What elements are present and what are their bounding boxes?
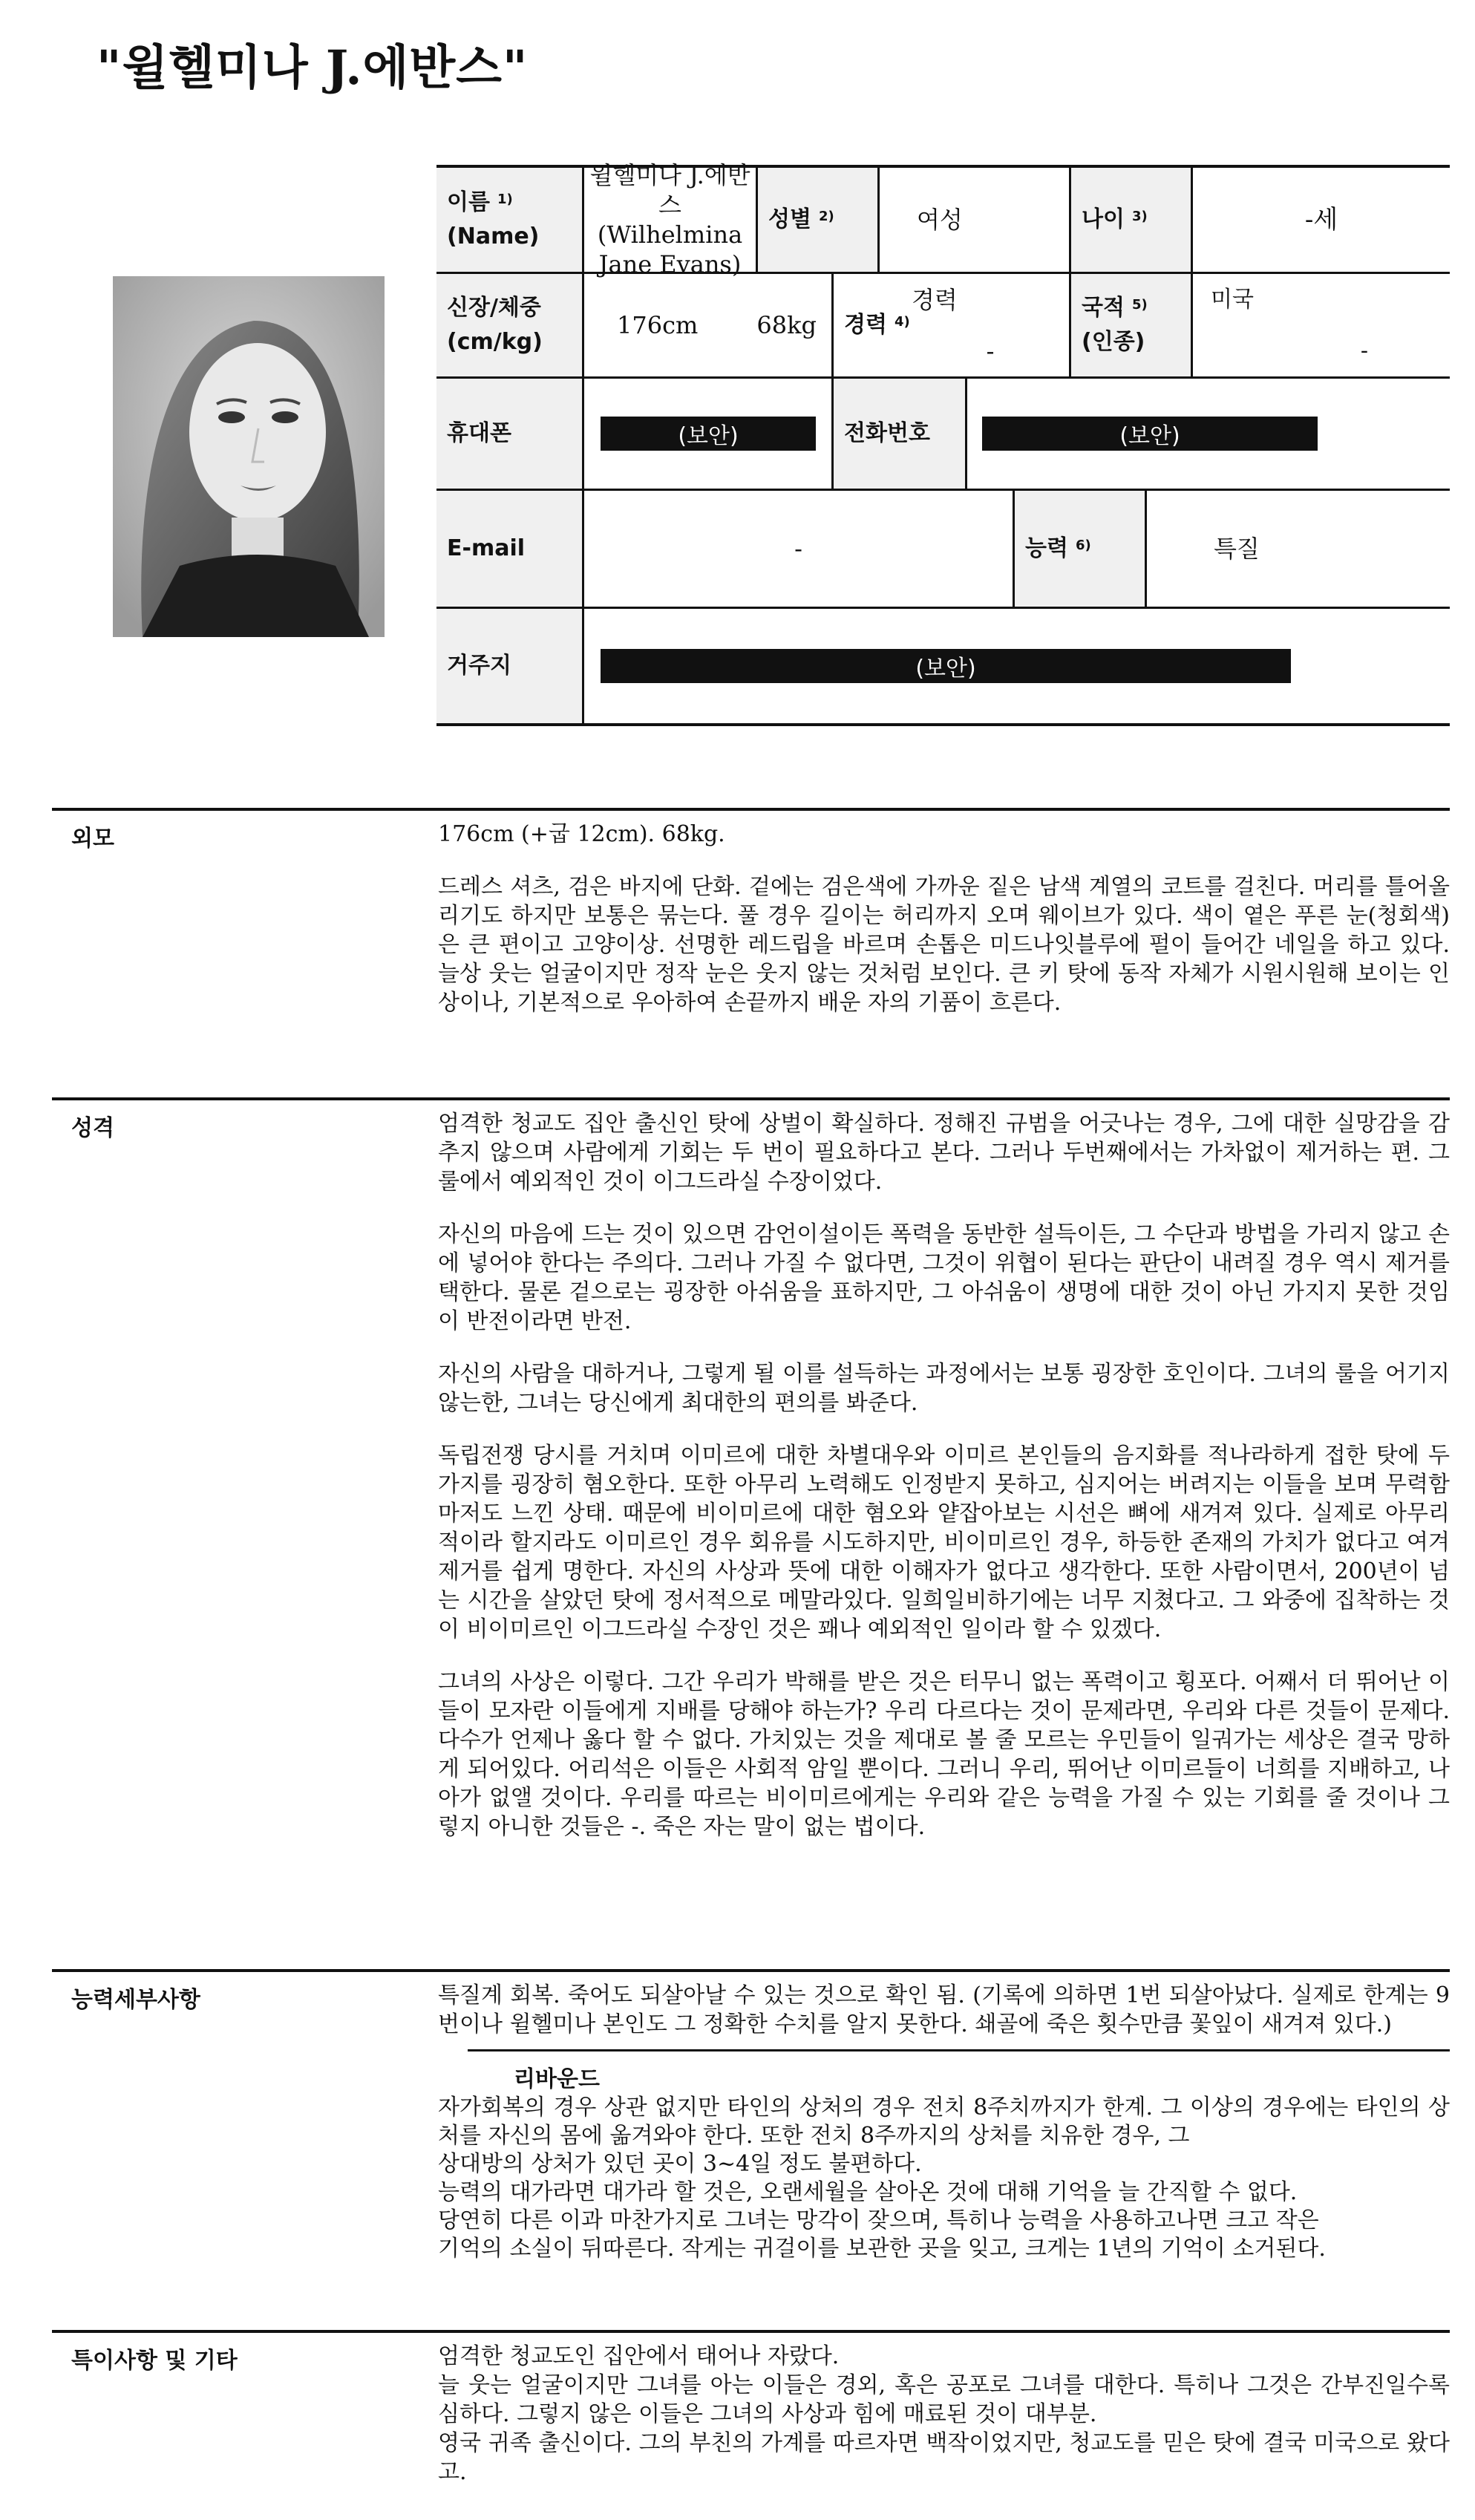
appearance-heading: 외모 [71, 826, 114, 852]
gender-label-cell [756, 168, 877, 272]
profile-table [436, 161, 1450, 726]
name-footnote: 1) [497, 192, 513, 207]
nationality-label-cell [1069, 274, 1191, 376]
appearance-paragraph: 드레스 셔츠, 검은 바지에 단화. 겉에는 검은색에 가까운 짙은 남색 계열의 코트를 걸친다. 머리를 틀어올리기도 하지만 보통은 묶는다. 풀 경우 길이는 허리까지 오며 웨이브가 있다. 색이 옅은 푸른 눈(청회색)은 큰 편이고 고양이상. 선명한 레드립을 바르며 손톱은 미드나잇블루에 펄이 들어간 네일을 하고 있다. 늘상 웃는 얼굴이지만 정작 눈은 웃지 않는 것처럼 보인다. 큰 키 탓에 동작 자체가 시원시원해 보이는 인상이나, 기본적으로 우아하여 손끝까지 배운 자의 기품이 흐른다. [438, 874, 1450, 1016]
name-label-cell [436, 168, 582, 272]
profile-row-email [436, 491, 1450, 609]
career-label: 경력 [844, 312, 887, 338]
misc-text: 엄격한 청교도인 집안에서 태어나 자랐다. 늘 웃는 얼굴이지만 그녀를 아는 이들은 경외, 혹은 공포로 그녀를 대한다. 특히나 그것은 간부진일수록 심하다. 그렇지 않은 이들은 그녀의 사상과 힘에 매료된 것이 대부분. 영국 귀족 출신이다. 그의 부친의 가계를 따르자면 백작이었지만, 청교도를 믿은 탓에 결국 미국으로 왔다고. [438, 2343, 1450, 2485]
ability-value: 특질 [1145, 491, 1450, 607]
ability-intro: 특질계 회복. 죽어도 되살아날 수 있는 것으로 확인 됨. (기록에 의하면 1번 되살아났다. 실제로 한계는 9번이나 윌헬미나 본인도 그 정확한 수치를 알지 못한다. 쇄골에 죽은 횟수만큼 꽃잎이 새겨져 있다.) [438, 1982, 1450, 2037]
nationality-value: 미국 [1211, 286, 1254, 313]
nationality-footnote: 5) [1131, 297, 1148, 313]
career-value: - [986, 336, 995, 365]
section-personality [52, 1097, 1450, 1969]
profile-row-phone [436, 379, 1450, 491]
misc-body [438, 2342, 1450, 2487]
personality-paragraph: 독립전쟁 당시를 거치며 이미르에 대한 차별대우와 이미르 본인들의 음지화를 적나라하게 접한 탓에 두 가지를 굉장히 혐오한다. 또한 아무리 노력해도 인정받지 못하고, 심지어는 버려지는 이들을 보며 무력함마저도 느낀 상태. 때문에 비이미르에 대한 혐오와 얕잡아보는 시선은 뼈에 새겨져 있다. 실제로 아무리 적이라 할지라도 이미르인 경우 회유를 시도하지만, 비이미르인 경우, 하등한 존재의 가치가 없다고 여겨 제거를 쉽게 명한다. 자신의 사상과 뜻에 대한 이해자가 없다고 생각한다. 또한 사람이면서, 200년이 넘는 시간을 살았던 탓에 정서적으로 메말라있다. 일희일비하기에는 너무 지쳤다고. 그 와중에 집착하는 것이 비이미르인 이그드라실 수장인 것은 꽤나 예외적인 일이라 할 수 있겠다. [438, 1443, 1450, 1642]
personality-body [438, 1109, 1450, 1865]
portrait-image [113, 276, 385, 637]
age-label: 나이 [1082, 206, 1125, 232]
rebound-body: 자가회복의 경우 상관 없지만 타인의 상처의 경우 전치 8주치까지가 한계. 그 이상의 경우에는 타인의 상처를 자신의 몸에 옮겨와야 한다. 또한 전치 8주까지의 상처를 치유한 경우, 그 상대방의 상처가 있던 곳이 3~4일 정도 불편하다. 능력의 대가라면 대가라 할 것은, 오랜세월을 살아온 것에 대해 기억을 늘 간직할 수 없다. 당연히 다른 이과 마찬가지로 그녀는 망각이 잦으며, 특히나 능력을 사용하고나면 크고 작은 기억의 소실이 뒤따른다. 작게는 귀걸이를 보관한 곳을 잊고, 크게는 1년의 기억이 소거된다. [438, 2095, 1450, 2262]
personality-paragraph: 자신의 마음에 드는 것이 있으면 감언이설이든 폭력을 동반한 설득이든, 그 수단과 방법을 가리지 않고 손에 넣어야 한다는 주의다. 그러나 가질 수 없다면, 그것이 위협이 된다는 판단이 내려질 경우 역시 제거를 택한다. 물론 겉으로는 굉장한 아쉬움을 표하지만, 그 아쉬움이 생명에 대한 것이 아닌 가지지 못한 것임이 반전이라면 반전. [438, 1221, 1450, 1334]
rebound-heading: 리바운드 [514, 2066, 600, 2092]
nationality-label: 국적 [1082, 295, 1125, 321]
section-misc [52, 2330, 1450, 2511]
address-redacted: (보안) [601, 649, 1291, 683]
height-value: 176cm [617, 311, 699, 339]
mobile-redacted: (보안) [601, 417, 816, 451]
gender-label: 성별 [768, 206, 811, 232]
age-footnote: 3) [1131, 209, 1148, 224]
race-value: - [1360, 337, 1368, 364]
ability-footnote: 6) [1075, 538, 1091, 553]
ability-body [438, 1981, 1450, 2263]
appearance-paragraph: 176cm (+굽 12cm). 68kg. [438, 821, 725, 847]
personality-heading: 성격 [71, 1115, 114, 1141]
section-appearance [52, 808, 1450, 1093]
age-label-cell [1069, 168, 1191, 272]
address-label: 거주지 [436, 609, 582, 723]
mobile-value-cell [582, 379, 831, 489]
career-value-cell [882, 274, 1069, 376]
career-footnote: 4) [894, 314, 910, 330]
hw-label: 신장/체중 [447, 295, 541, 321]
profile-row-address [436, 609, 1450, 726]
hw-label-cell [436, 274, 582, 376]
gender-value: 여성 [877, 168, 1069, 272]
mobile-label: 휴대폰 [436, 379, 582, 489]
personality-paragraph: 자신의 사람을 대하거나, 그렇게 될 이를 설득하는 과정에서는 보통 굉장한 호인이다. 그녀의 룰을 어기지 않는한, 그녀는 당신에게 최대한의 편의를 봐준다. [438, 1361, 1450, 1416]
personality-paragraph: 엄격한 청교도 집안 출신인 탓에 상벌이 확실하다. 정해진 규범을 어긋나는 경우, 그에 대한 실망감을 감추지 않으며 사람에게 기회는 두 번이 필요하다고 본다. 그러나 두번째에서는 가차없이 제거하는 편. 그 룰에서 예외적인 것이 이그드라실 수장이었다. [438, 1111, 1450, 1195]
ability-label: 능력 [1025, 535, 1068, 561]
nationality-label-sub: (인종) [1082, 329, 1145, 355]
gender-footnote: 2) [818, 209, 834, 224]
profile-row-body [436, 274, 1450, 379]
age-value: -세 [1191, 168, 1450, 272]
hw-value-cell [582, 274, 831, 376]
phone-redacted: (보안) [982, 417, 1318, 451]
address-value-cell [582, 609, 1450, 723]
rebound-subsection [438, 2049, 1450, 2263]
profile-row-name [436, 161, 1450, 278]
email-value: - [582, 491, 1013, 607]
weight-value: 68kg [756, 311, 817, 339]
phone-label: 전화번호 [831, 379, 965, 489]
portrait-photo [113, 276, 385, 637]
nationality-value-cell [1191, 274, 1450, 376]
page-title: "윌헬미나 J.에반스" [97, 40, 529, 96]
name-label: 이름 [447, 189, 490, 215]
appearance-body [438, 820, 1450, 1041]
personality-paragraph: 그녀의 사상은 이렇다. 그간 우리가 박해를 받은 것은 터무니 없는 폭력이고 횡포다. 어째서 더 뛰어난 이들이 모자란 이들에게 지배를 당해야 하는가? 우리 다르다는 것이 문제라면, 우리와 다른 것들이 문제다. 다수가 언제나 옳다 할 수 없다. 가치있는 것을 제대로 볼 줄 모르는 우민들이 일궈가는 세상은 결국 망하게 되어있다. 어리석은 이들은 사회적 암일 뿐이다. 그러니 우리, 뛰어난 이미르들이 너희를 지배하고, 나아가 없앨 것이다. 우리를 따르는 비이미르에게는 우리와 같은 능력을 가질 수 있는 기회를 줄 것이나 그렇지 아니한 것들은 -. 죽은 자는 말이 없는 법이다. [438, 1669, 1450, 1840]
hw-label-unit: (cm/kg) [447, 329, 543, 355]
ability-label-cell [1013, 491, 1145, 607]
section-ability [52, 1969, 1450, 2328]
name-label-en: (Name) [447, 223, 540, 249]
ability-heading: 능력세부사항 [71, 1987, 200, 2013]
misc-heading: 특이사항 및 기타 [71, 2348, 238, 2374]
career-value-title: 경력 [912, 285, 958, 314]
name-value: 윌헬미나 J.에반스 (Wilhelmina Jane Evans) [582, 168, 756, 272]
phone-value-cell [965, 379, 1450, 489]
email-label: E-mail [436, 491, 582, 607]
